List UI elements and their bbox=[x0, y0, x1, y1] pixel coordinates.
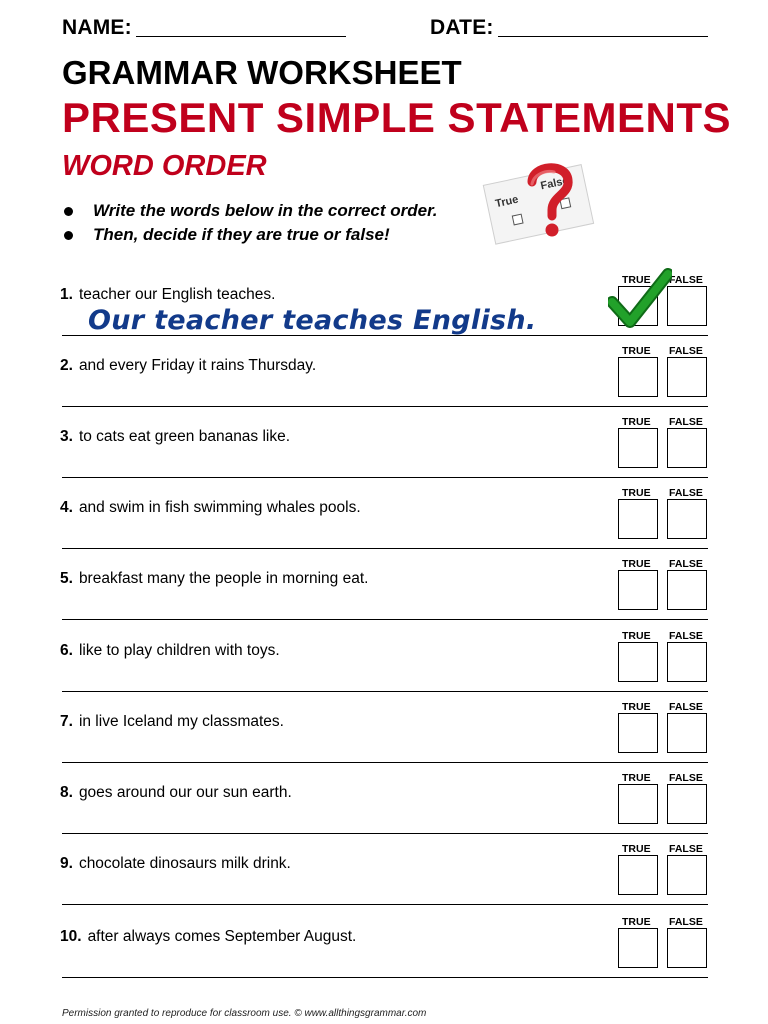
false-checkbox[interactable] bbox=[667, 357, 707, 397]
answer-line[interactable] bbox=[62, 477, 708, 478]
false-label: FALSE bbox=[669, 416, 703, 428]
question-2 bbox=[0, 345, 768, 429]
clipart-true-text: True bbox=[494, 193, 520, 211]
false-label: FALSE bbox=[669, 630, 703, 642]
false-checkbox[interactable] bbox=[667, 499, 707, 539]
answer-line[interactable] bbox=[62, 833, 708, 834]
false-label: FALSE bbox=[669, 701, 703, 713]
question-text: 5. breakfast many the people in morning eat. bbox=[60, 570, 369, 587]
true-checkbox[interactable] bbox=[618, 499, 658, 539]
bullet-icon bbox=[64, 231, 73, 240]
worksheet-title: GRAMMAR WORKSHEET bbox=[62, 54, 462, 91]
section-heading: WORD ORDER bbox=[62, 150, 267, 182]
false-checkbox[interactable] bbox=[667, 570, 707, 610]
answer-line[interactable] bbox=[62, 762, 708, 763]
true-checkbox[interactable] bbox=[618, 642, 658, 682]
true-checkbox[interactable] bbox=[618, 928, 658, 968]
question-5 bbox=[0, 558, 768, 642]
answer-line[interactable] bbox=[62, 977, 708, 978]
question-6 bbox=[0, 630, 768, 714]
true-false-question-icon bbox=[480, 160, 610, 245]
question-9 bbox=[0, 843, 768, 927]
true-label: TRUE bbox=[622, 843, 651, 855]
false-label: FALSE bbox=[669, 843, 703, 855]
true-label: TRUE bbox=[622, 416, 651, 428]
true-label: TRUE bbox=[622, 487, 651, 499]
question-text: 3. to cats eat green bananas like. bbox=[60, 428, 291, 445]
clipart-false-text: False bbox=[539, 174, 570, 193]
date-label: DATE: bbox=[430, 16, 494, 39]
true-label: TRUE bbox=[622, 274, 651, 286]
true-label: TRUE bbox=[622, 630, 651, 642]
instruction-2: Then, decide if they are true or false! bbox=[62, 225, 390, 245]
false-checkbox[interactable] bbox=[667, 286, 707, 326]
footer-copyright: Permission granted to reproduce for classroom use. © www.allthingsgrammar.com bbox=[62, 1008, 427, 1019]
question-10 bbox=[0, 916, 768, 1000]
true-checkbox[interactable] bbox=[618, 357, 658, 397]
false-label: FALSE bbox=[669, 274, 703, 286]
false-label: FALSE bbox=[669, 558, 703, 570]
question-text: 1. teacher our English teaches. bbox=[60, 286, 276, 303]
question-text: 2. and every Friday it rains Thursday. bbox=[60, 357, 317, 374]
question-7 bbox=[0, 701, 768, 785]
answer-line[interactable] bbox=[62, 548, 708, 549]
false-label: FALSE bbox=[669, 487, 703, 499]
false-checkbox[interactable] bbox=[667, 855, 707, 895]
question-text: 6. like to play children with toys. bbox=[60, 642, 280, 659]
true-checkbox[interactable] bbox=[618, 570, 658, 610]
false-checkbox[interactable] bbox=[667, 642, 707, 682]
question-8 bbox=[0, 772, 768, 856]
false-checkbox[interactable] bbox=[667, 784, 707, 824]
true-checkbox[interactable] bbox=[618, 428, 658, 468]
question-4 bbox=[0, 487, 768, 571]
answer-line[interactable] bbox=[62, 904, 708, 905]
false-checkbox[interactable] bbox=[667, 928, 707, 968]
instruction-1: Write the words below in the correct order. bbox=[62, 201, 437, 221]
worksheet-subtitle: PRESENT SIMPLE STATEMENTS bbox=[62, 94, 731, 141]
false-label: FALSE bbox=[669, 345, 703, 357]
true-label: TRUE bbox=[622, 916, 651, 928]
true-checkbox[interactable] bbox=[618, 855, 658, 895]
green-checkmark-icon bbox=[608, 268, 672, 328]
question-3 bbox=[0, 416, 768, 500]
question-text: 8. goes around our our sun earth. bbox=[60, 784, 292, 801]
true-label: TRUE bbox=[622, 772, 651, 784]
false-label: FALSE bbox=[669, 916, 703, 928]
question-text: 10. after always comes September August. bbox=[60, 928, 357, 945]
example-answer: Our teacher teaches English. bbox=[88, 305, 537, 336]
question-text: 4. and swim in fish swimming whales pools. bbox=[60, 499, 361, 516]
date-blank-line[interactable] bbox=[498, 36, 708, 37]
true-label: TRUE bbox=[622, 558, 651, 570]
answer-line[interactable] bbox=[62, 691, 708, 692]
question-text: 9. chocolate dinosaurs milk drink. bbox=[60, 855, 291, 872]
name-blank-line[interactable] bbox=[136, 36, 346, 37]
answer-line[interactable] bbox=[62, 406, 708, 407]
true-label: TRUE bbox=[622, 701, 651, 713]
true-checkbox[interactable] bbox=[618, 784, 658, 824]
name-label: NAME: bbox=[62, 16, 132, 39]
false-checkbox[interactable] bbox=[667, 713, 707, 753]
false-checkbox[interactable] bbox=[667, 428, 707, 468]
question-text: 7. in live Iceland my classmates. bbox=[60, 713, 284, 730]
true-label: TRUE bbox=[622, 345, 651, 357]
bullet-icon bbox=[64, 207, 73, 216]
answer-line[interactable] bbox=[62, 619, 708, 620]
true-checkbox[interactable] bbox=[618, 713, 658, 753]
false-label: FALSE bbox=[669, 772, 703, 784]
